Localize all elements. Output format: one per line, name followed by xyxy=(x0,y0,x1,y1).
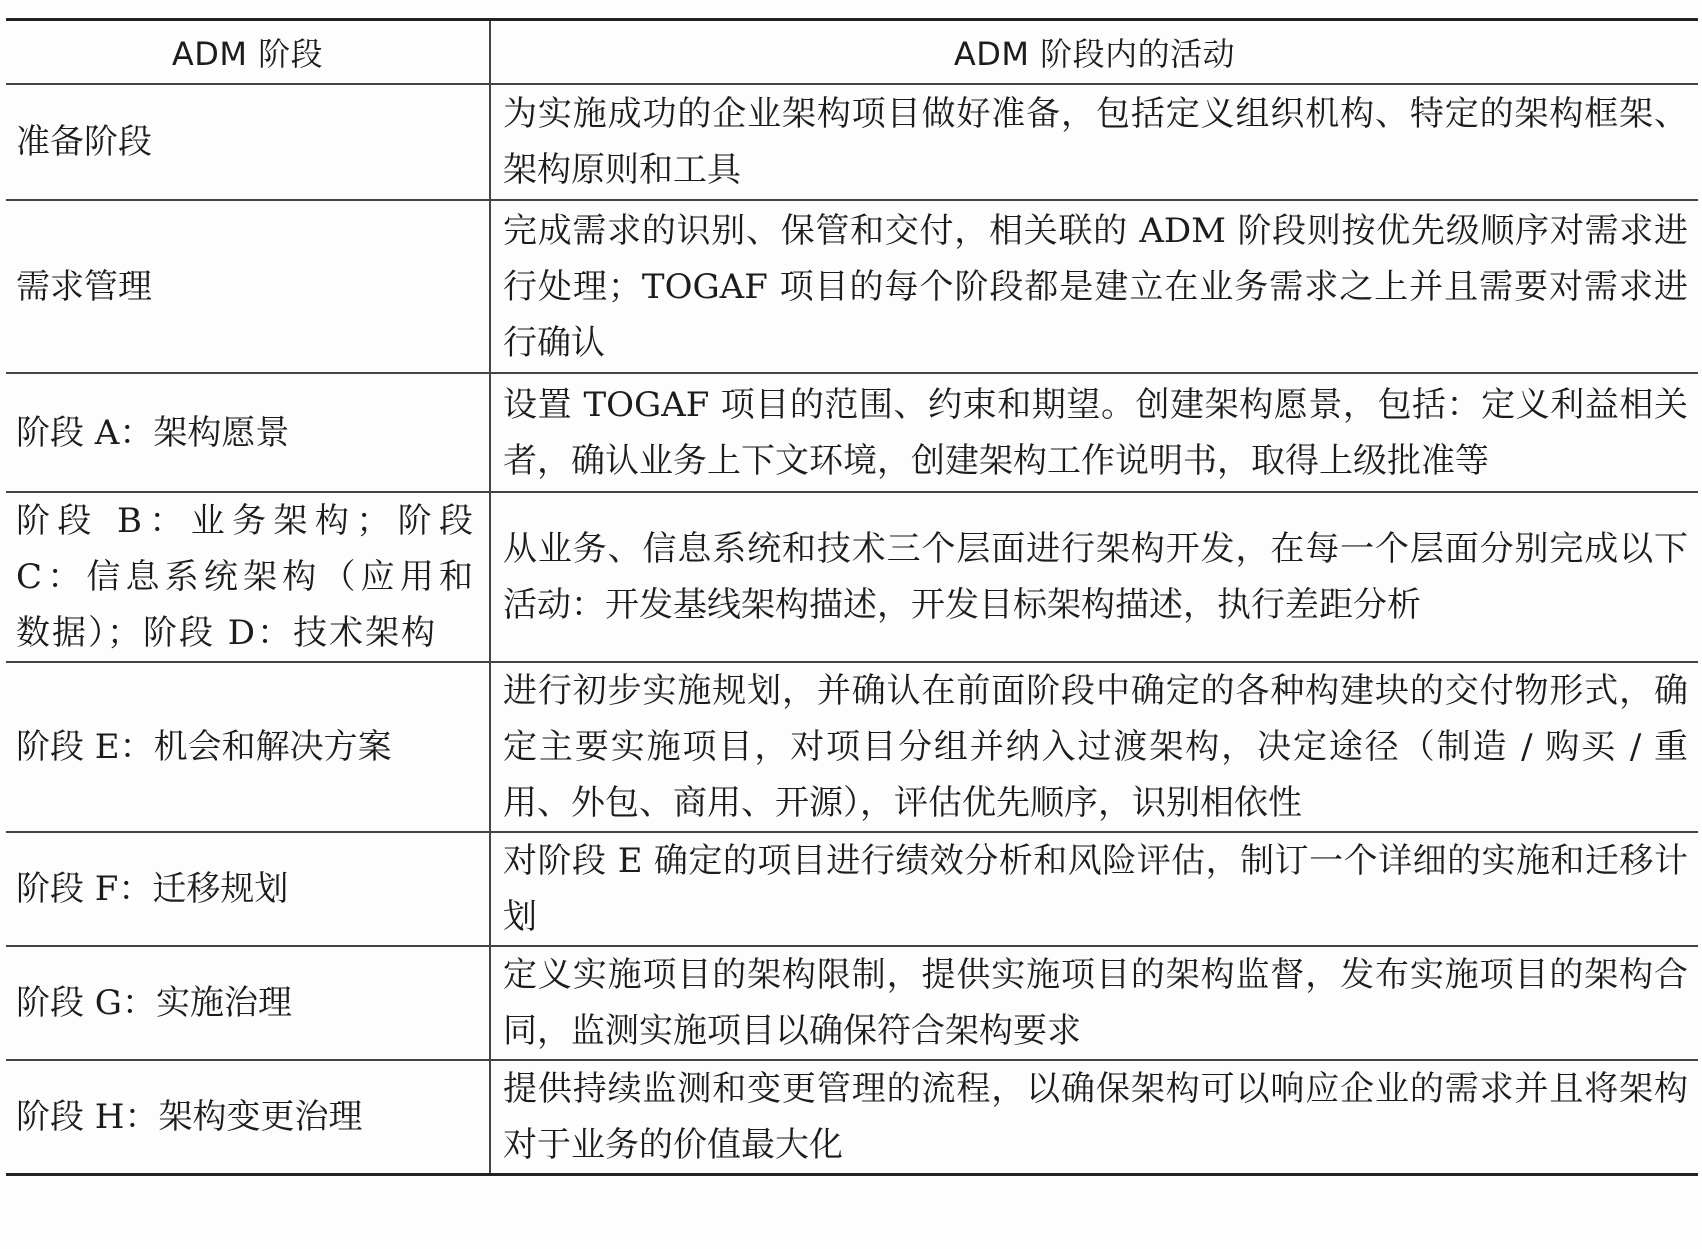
table-row xyxy=(6,662,1698,832)
table-row xyxy=(6,946,1698,1060)
activity-cell: 从业务、信息系统和技术三个层面进行架构开发，在每一个层面分别完成以下活动：开发基线架构描述，开发目标架构描述，执行差距分析 xyxy=(490,492,1698,662)
activity-cell: 完成需求的识别、保管和交付，相关联的 ADM 阶段则按优先级顺序对需求进行处理；TOGAF 项目的每个阶段都是建立在业务需求之上并且需要对需求进行确认 xyxy=(490,200,1698,373)
table-row xyxy=(6,373,1698,492)
activity-cell: 定义实施项目的架构限制，提供实施项目的架构监督，发布实施项目的架构合同，监测实施项目以确保符合架构要求 xyxy=(490,946,1698,1060)
stage-cell: 阶段 E：机会和解决方案 xyxy=(6,662,490,832)
table-row xyxy=(6,1060,1698,1175)
stage-cell: 阶段 F：迁移规划 xyxy=(6,832,490,946)
table-row xyxy=(6,200,1698,373)
stage-cell: 阶段 G：实施治理 xyxy=(6,946,490,1060)
activity-cell: 设置 TOGAF 项目的范围、约束和期望。创建架构愿景，包括：定义利益相关者，确认业务上下文环境，创建架构工作说明书，取得上级批准等 xyxy=(490,373,1698,492)
table-row xyxy=(6,84,1698,200)
table-row xyxy=(6,832,1698,946)
column-header-activity: ADM 阶段内的活动 xyxy=(490,20,1698,85)
table-header-row xyxy=(6,20,1698,85)
stage-cell: 阶段 A：架构愿景 xyxy=(6,373,490,492)
stage-cell: 准备阶段 xyxy=(6,84,490,200)
activity-cell: 为实施成功的企业架构项目做好准备，包括定义组织机构、特定的架构框架、架构原则和工具 xyxy=(490,84,1698,200)
activity-cell: 进行初步实施规划，并确认在前面阶段中确定的各种构建块的交付物形式，确定主要实施项目，对项目分组并纳入过渡架构，决定途径（制造 / 购买 / 重用、外包、商用、开源），评估优先顺序，识别相依性 xyxy=(490,662,1698,832)
activity-cell: 对阶段 E 确定的项目进行绩效分析和风险评估，制订一个详细的实施和迁移计划 xyxy=(490,832,1698,946)
stage-cell: 阶段 B：业务架构；阶段 C：信息系统架构（应用和数据）；阶段 D：技术架构 xyxy=(6,492,490,662)
stage-cell: 需求管理 xyxy=(6,200,490,373)
table-row xyxy=(6,492,1698,662)
stage-cell: 阶段 H：架构变更治理 xyxy=(6,1060,490,1175)
activity-cell: 提供持续监测和变更管理的流程，以确保架构可以响应企业的需求并且将架构对于业务的价值最大化 xyxy=(490,1060,1698,1175)
column-header-stage: ADM 阶段 xyxy=(6,20,490,85)
adm-phases-table xyxy=(6,18,1698,1176)
